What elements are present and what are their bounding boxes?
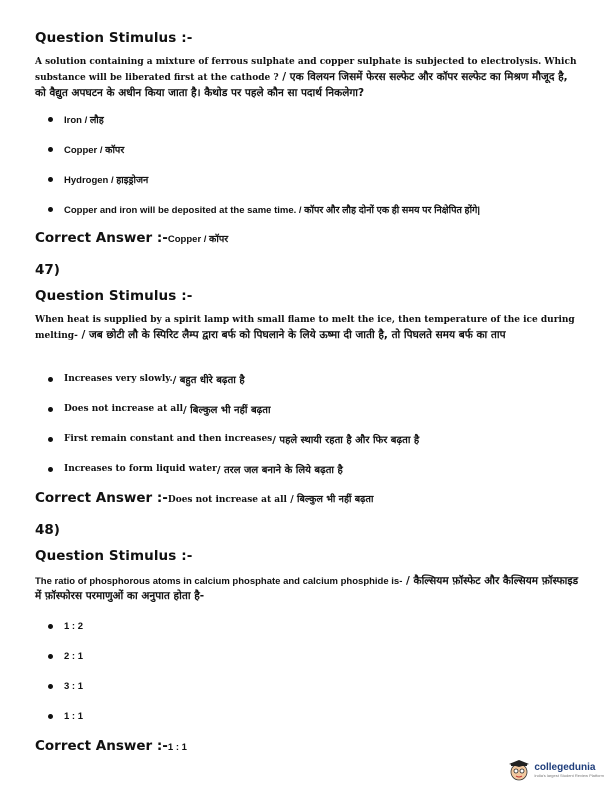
- option-item: [48, 462, 343, 476]
- option-item: [48, 621, 83, 632]
- option-item: [48, 143, 124, 156]
- option-text: Copper and iron will be deposited at the same time. / कॉपर और लौह दोनों एक ही समय पर निक्षेपित होंगे|: [64, 205, 481, 216]
- option-text: 2 : 1: [64, 651, 84, 662]
- correct-answer-value-hindi: / बिल्कुल भी नहीं बढ़ता: [286, 494, 374, 505]
- correct-answer-value-english: Does not increase at all: [167, 495, 287, 505]
- option-text: Iron / लौह: [64, 115, 104, 126]
- bullet-icon: [48, 437, 53, 442]
- correct-answer-value: Copper / कॉपर: [167, 234, 229, 245]
- bullet-icon: [48, 377, 53, 382]
- question-stimulus-heading: Question Stimulus :-: [35, 30, 193, 46]
- question-stem: [35, 312, 580, 344]
- option-item: [48, 711, 83, 722]
- option-item: [48, 203, 480, 216]
- option-text: 1 : 2: [64, 621, 84, 632]
- bullet-icon: [48, 407, 53, 412]
- option-item: [48, 681, 83, 692]
- option-item: [48, 173, 148, 186]
- option-text: Copper / कॉपर: [64, 145, 125, 156]
- question-stem: [35, 54, 580, 101]
- question-stimulus-heading: Question Stimulus :-: [35, 548, 193, 564]
- correct-answer-label: Correct Answer :-: [35, 230, 168, 246]
- option-text-english: Increases to form liquid water: [64, 464, 217, 474]
- option-text: Hydrogen / हाइड्रोजन: [64, 175, 149, 186]
- collegedunia-logo: [507, 758, 604, 782]
- bullet-icon: [48, 684, 53, 689]
- option-item: [48, 113, 104, 126]
- question-number: 47): [35, 262, 60, 278]
- question-stimulus-heading: Question Stimulus :-: [35, 288, 193, 304]
- correct-answer-label: Correct Answer :-: [35, 490, 168, 506]
- question-stem-english: A solution containing a mixture of ferrous sulphate and copper sulphate is subjected to electrolysis. Which substance will be liberated first at the cathode ?: [35, 57, 577, 83]
- correct-answer: [35, 490, 373, 506]
- option-item: [48, 372, 245, 386]
- option-item: [48, 651, 83, 662]
- bullet-icon: [48, 207, 53, 212]
- option-text-english: Does not increase at all: [64, 404, 184, 414]
- bullet-icon: [48, 467, 53, 472]
- option-item: [48, 432, 419, 446]
- option-text: 3 : 1: [64, 681, 84, 692]
- option-text-hindi: / बहुत धीरे बढ़ता है: [172, 375, 245, 386]
- bullet-icon: [48, 714, 53, 719]
- bullet-icon: [48, 624, 53, 629]
- correct-answer: [35, 738, 187, 754]
- question-stem-english: The ratio of phosphorous atoms in calcium phosphate and calcium phosphide is-: [35, 576, 403, 587]
- bullet-icon: [48, 177, 53, 182]
- question-stem-hindi: / जब छोटी लौ के स्पिरिट लैम्प द्वारा बर्फ को पिघलाने के लिये ऊष्मा दी जाती है, तो पिघलते समय बर्फ का ताप: [77, 329, 506, 341]
- option-text-hindi: / पहले स्थायी रहता है और फिर बढ़ता है: [272, 435, 420, 446]
- option-item: [48, 402, 271, 416]
- correct-answer-value: 1 : 1: [167, 742, 187, 753]
- bullet-icon: [48, 117, 53, 122]
- mascot-icon: [507, 758, 531, 782]
- question-stem-hindi: / कैल्सियम फ़ॉस्फेट और कैल्सियम फ़ॉस्फाइड में फ़ॉस्फोरस परमाणुओं का अनुपात होता है-: [35, 575, 579, 602]
- question-stem-english: When heat is supplied by a spirit lamp with small flame to melt the ice, then temperature of the ice during melting-: [35, 315, 575, 341]
- bullet-icon: [48, 654, 53, 659]
- question-stem: [35, 574, 580, 604]
- option-text-english: First remain constant and then increases: [64, 434, 273, 444]
- question-stem-hindi: / एक विलयन जिसमें फेरस सल्फेट और कॉपर सल्फेट का मिश्रण मौजूद है, को वैद्युत अपघटन के अधीन किया जाता है। कैथोड पर पहले कौन सा पदार्थ निकलेगा?: [35, 71, 568, 99]
- brand-name: collegedunia: [534, 762, 596, 773]
- option-text-english: Increases very slowly.: [64, 374, 173, 384]
- option-text-hindi: / तरल जल बनाने के लिये बढ़ता है: [216, 465, 343, 476]
- option-text: 1 : 1: [64, 711, 84, 722]
- option-text-hindi: / बिल्कुल भी नहीं बढ़ता: [183, 405, 271, 416]
- bullet-icon: [48, 147, 53, 152]
- question-number: 48): [35, 522, 60, 538]
- correct-answer: [35, 230, 228, 246]
- correct-answer-label: Correct Answer :-: [35, 738, 168, 754]
- brand-tagline: India's largest Student Review Platform: [534, 773, 604, 778]
